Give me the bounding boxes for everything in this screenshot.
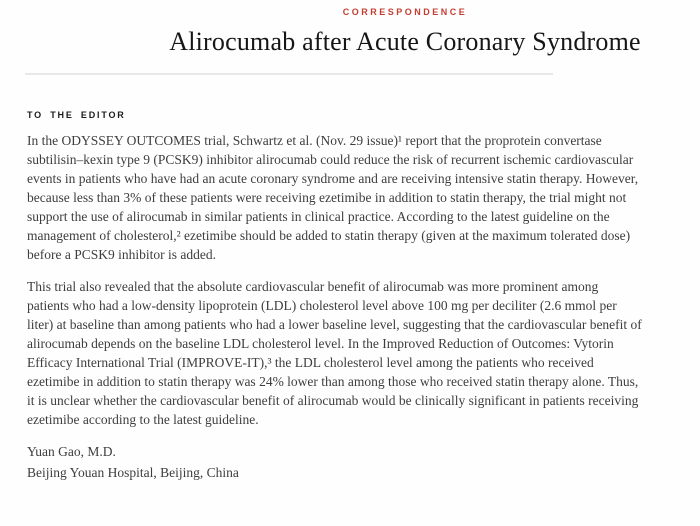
article-title: Alirocumab after Acute Coronary Syndrome (169, 27, 641, 56)
letter-body (27, 110, 642, 483)
salutation: TO THE EDITOR (27, 110, 126, 120)
divider-rule (25, 73, 553, 75)
paragraph-1: In the ODYSSEY OUTCOMES trial, Schwartz et al. (Nov. 29 issue)¹ report that the proprotein convertase subtilisin–kexin type 9 (PCSK9) inhibitor alirocumab could reduce the risk of recurrent ischemic cardiovascular events in patients who have had an acute coronary syndrome and are receiving intensive statin therapy. However, because less than 3% of these patients were receiving ezetimibe in addition to statin therapy, the trial might not support the use of alirocumab in similar patients in clinical practice. According to the latest guideline on the management of cholesterol,² ezetimibe should be added to statin therapy (given at the maximum tolerated dose) before a PCSK9 inhibitor is added. (27, 133, 639, 262)
article-header (110, 0, 700, 58)
signature-block (27, 441, 642, 483)
author-affiliation: Beijing Youan Hospital, Beijing, China (27, 465, 239, 480)
paragraph-2: This trial also revealed that the absolute cardiovascular benefit of alirocumab was more prominent among patients who had a low-density lipoprotein (LDL) cholesterol level above 100 mg per deciliter (2.6 mmol per liter) at baseline than among patients who had a lower baseline level, suggesting that the cardiovascular benefit of alirocumab depends on the baseline LDL cholesterol level. In the Improved Reduction of Outcomes: Vytorin Efficacy International Trial (IMPROVE-IT),³ the LDL cholesterol level among the patients who received ezetimibe in addition to statin therapy was 24% lower than among those who received statin therapy alone. Thus, it is unclear whether the cardiovascular benefit of alirocumab would be clinically significant in patients receiving ezetimibe according to the latest guideline. (27, 279, 642, 427)
section-label: CORRESPONDENCE (342, 7, 468, 17)
author-name: Yuan Gao, M.D. (27, 444, 116, 459)
